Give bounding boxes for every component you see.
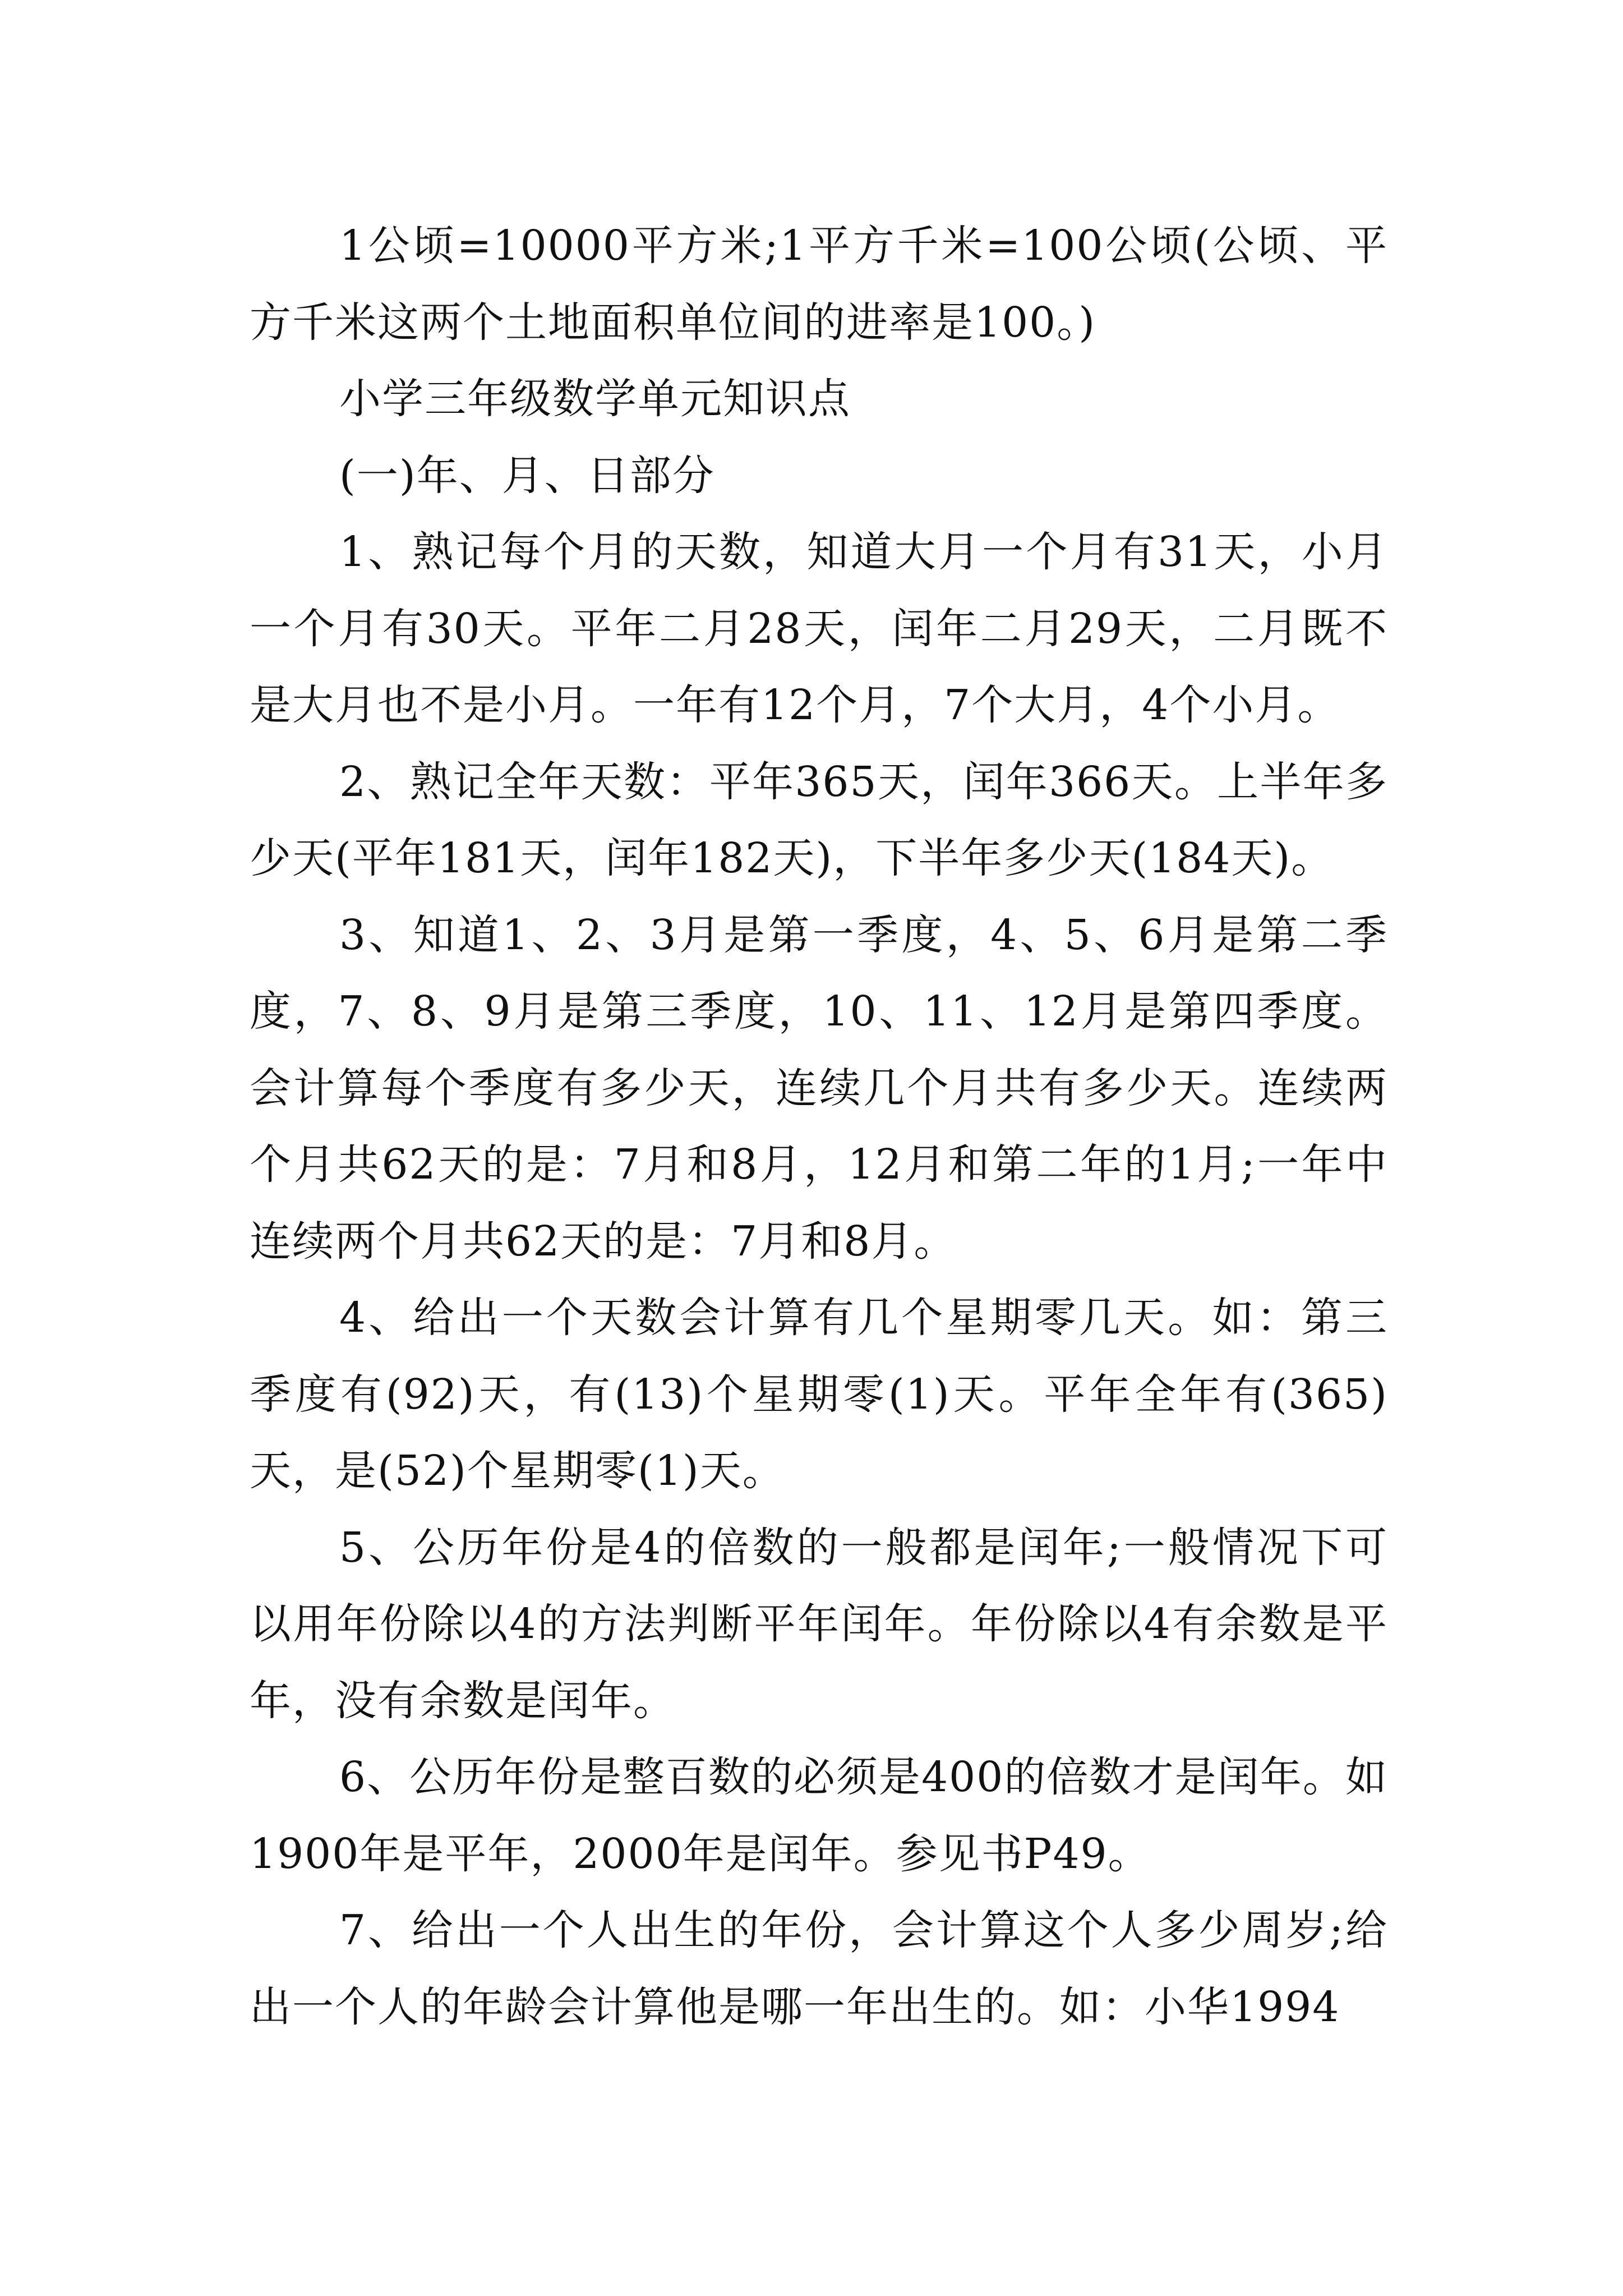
- paragraph-point-3: 3、知道1、2、3月是第一季度，4、5、6月是第二季度，7、8、9月是第三季度，10、11、12月是第四季度。会计算每个季度有多少天，连续几个月共有多少天。连续两个月共62天的是：7月和8月，12月和第二年的1月;一年中连续两个月共62天的是：7月和8月。: [250, 910, 1388, 1266]
- paragraph-point-6: 6、公历年份是整百数的必须是400的倍数才是闰年。如1900年是平年，2000年是闰年。参见书P49。: [250, 1753, 1388, 1878]
- section-title: 小学三年级数学单元知识点: [339, 375, 851, 423]
- paragraph-point-7: 7、给出一个人出生的年份，会计算这个人多少周岁;给出一个人的年龄会计算他是哪一年出生的。如：小华1994: [250, 1906, 1388, 2031]
- document-body: [250, 208, 1388, 2045]
- paragraph-point-4: 4、给出一个天数会计算有几个星期零几天。如：第三季度有(92)天，有(13)个星期零(1)天。平年全年有(365)天，是(52)个星期零(1)天。: [250, 1294, 1388, 1495]
- paragraph-unit-conversion: 1公顷=10000平方米;1平方千米=100公顷(公顷、平方千米这两个土地面积单位间的进率是100。): [250, 222, 1388, 347]
- paragraph-point-1: 1、熟记每个月的天数，知道大月一个月有31天，小月一个月有30天。平年二月28天，闰年二月29天，二月既不是大月也不是小月。一年有12个月，7个大月，4个小月。: [250, 528, 1388, 729]
- paragraph-point-5: 5、公历年份是4的倍数的一般都是闰年;一般情况下可以用年份除以4的方法判断平年闰年。年份除以4有余数是平年，没有余数是闰年。: [250, 1523, 1388, 1725]
- subsection-title: (一)年、月、日部分: [339, 451, 715, 500]
- paragraph-point-2: 2、熟记全年天数：平年365天，闰年366天。上半年多少天(平年181天，闰年182天)，下半年多少天(184天)。: [250, 757, 1388, 882]
